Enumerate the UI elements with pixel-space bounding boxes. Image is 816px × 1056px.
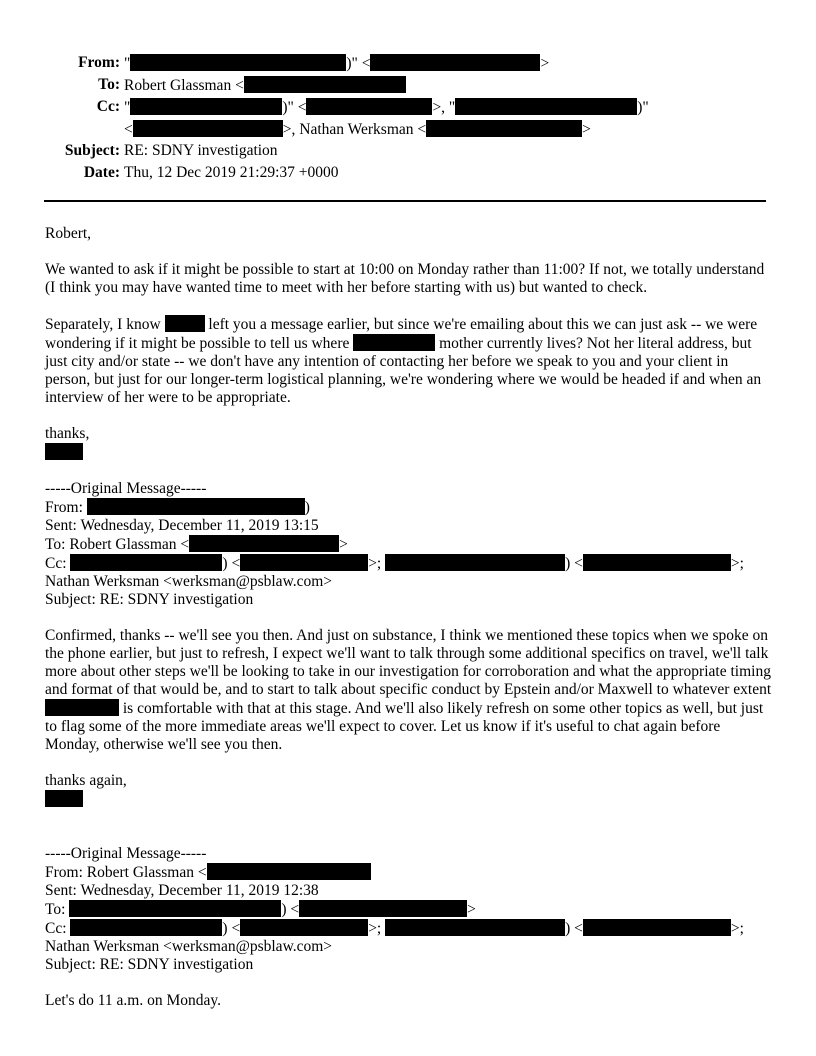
redaction [306,98,432,115]
orig2-cc-2: Nathan Werksman <werksman@psblaw.com> [45,938,333,955]
orig-subject: Subject: RE: SDNY investigation [45,591,254,608]
redaction [165,315,205,332]
original-message-divider: -----Original Message----- [45,845,207,862]
orig2-body: Let's do 11 a.m. on Monday. [45,992,221,1009]
redaction [370,54,540,71]
redaction [385,554,565,571]
paragraph [45,315,775,407]
redaction [133,120,283,137]
cc-name: Nathan Werksman [299,121,414,138]
cc-label: Cc: [96,98,120,115]
cc-value: " )" < >, " )" [124,99,649,116]
redaction [130,54,346,71]
redaction [45,790,83,807]
email-body [45,225,775,1010]
orig2-from [45,863,775,882]
redaction [70,919,222,936]
orig2-cc: Cc: ) < >; ) < >; [45,920,744,937]
header-cc-row [0,98,816,116]
redaction [45,699,119,716]
label: Cc: [45,555,67,572]
header-from-row [0,54,816,72]
text: is comfortable with that at this stage. And we'll also likely refresh on some other topics as well, but just to flag some of the more immediate areas we'll expect to cover. Let us know if it's useful to chat again before Monday, otherwise we'll see you then. [45,700,764,753]
subject-label: Subject: [64,142,120,159]
text: left you a message earlier, but since we're emailing about this we can just ask -- we were wondering if it might be possible to tell us where [45,316,758,352]
redaction [240,919,368,936]
redaction [583,919,731,936]
redaction [244,76,406,93]
text: Separately, I know [45,316,161,333]
header-date-row [0,164,816,182]
label: To: Robert Glassman < [45,536,190,553]
header-divider [44,200,766,202]
redaction [299,900,467,917]
from-label: From: [78,54,120,71]
email-header [0,54,816,186]
text: mother currently lives? Not her literal address, but just city and/or state -- we don't have any intention of contacting her before we speak to you and your client in person, but just for our longer-term logistical planning, we're wondering where we would be headed if and when an interview of her were to be appropriate. [45,335,762,406]
redaction [189,535,339,552]
redaction [45,443,83,460]
label: From: [45,499,83,516]
from-value: " )" < > [124,55,550,72]
paragraph [45,627,775,754]
greeting: Robert, [45,225,92,242]
to-label: To: [98,76,120,93]
orig-sent: Sent: Wednesday, December 11, 2019 13:15 [45,517,319,534]
signoff: thanks, [45,425,90,442]
to-name: Robert Glassman [124,77,232,94]
redaction [69,900,281,917]
label: Cc: [45,920,67,937]
redaction [426,120,582,137]
to-value: Robert Glassman < [124,76,406,95]
signoff: thanks again, [45,772,127,789]
original-message-divider: -----Original Message----- [45,480,207,497]
cc-value-2: < >, Nathan Werksman < > [124,121,591,138]
subject-value: RE: SDNY investigation [124,142,278,159]
header-subject-row [0,142,816,160]
orig-cc-2: Nathan Werksman <werksman@psblaw.com> [45,573,333,590]
date-label: Date: [83,164,120,181]
redaction [207,863,371,880]
signature [45,443,775,462]
orig2-sent: Sent: Wednesday, December 11, 2019 12:38 [45,882,319,899]
header-cc-row-2 [0,120,816,138]
orig-from: From: ) [45,499,310,516]
redaction [385,919,565,936]
orig-cc: Cc: ) < >; ) < >; [45,555,744,572]
label: From: Robert Glassman < [45,864,207,881]
redaction [130,98,282,115]
redaction [87,498,305,515]
header-to-row [0,76,816,94]
paragraph: We wanted to ask if it might be possible to start at 10:00 on Monday rather than 11:00? If not, we totally understand (I think you may have wanted time to meet with her before starting with us) but wanted to check. [45,261,765,296]
label: To: [45,901,66,918]
text: Confirmed, thanks -- we'll see you then. And just on substance, I think we mentioned these topics when we spoke on the phone earlier, but just to refresh, I expect we'll want to talk through some additional specifics on travel, we'll talk more about other steps we'll be looking to take in our investigation for corroboration and what the appropriate timing and format of that would be, and to start to talk about specific conduct by Epstein and/or Maxwell to whatever extent [45,627,772,698]
redaction [353,334,435,351]
orig2-subject: Subject: RE: SDNY investigation [45,956,254,973]
redaction [455,98,637,115]
signature [45,790,775,809]
orig2-to: To: ) < > [45,901,476,918]
redaction [583,554,731,571]
orig-to: To: Robert Glassman < > [45,536,348,553]
redaction [70,554,222,571]
date-value: Thu, 12 Dec 2019 21:29:37 +0000 [124,164,339,181]
redaction [240,554,368,571]
